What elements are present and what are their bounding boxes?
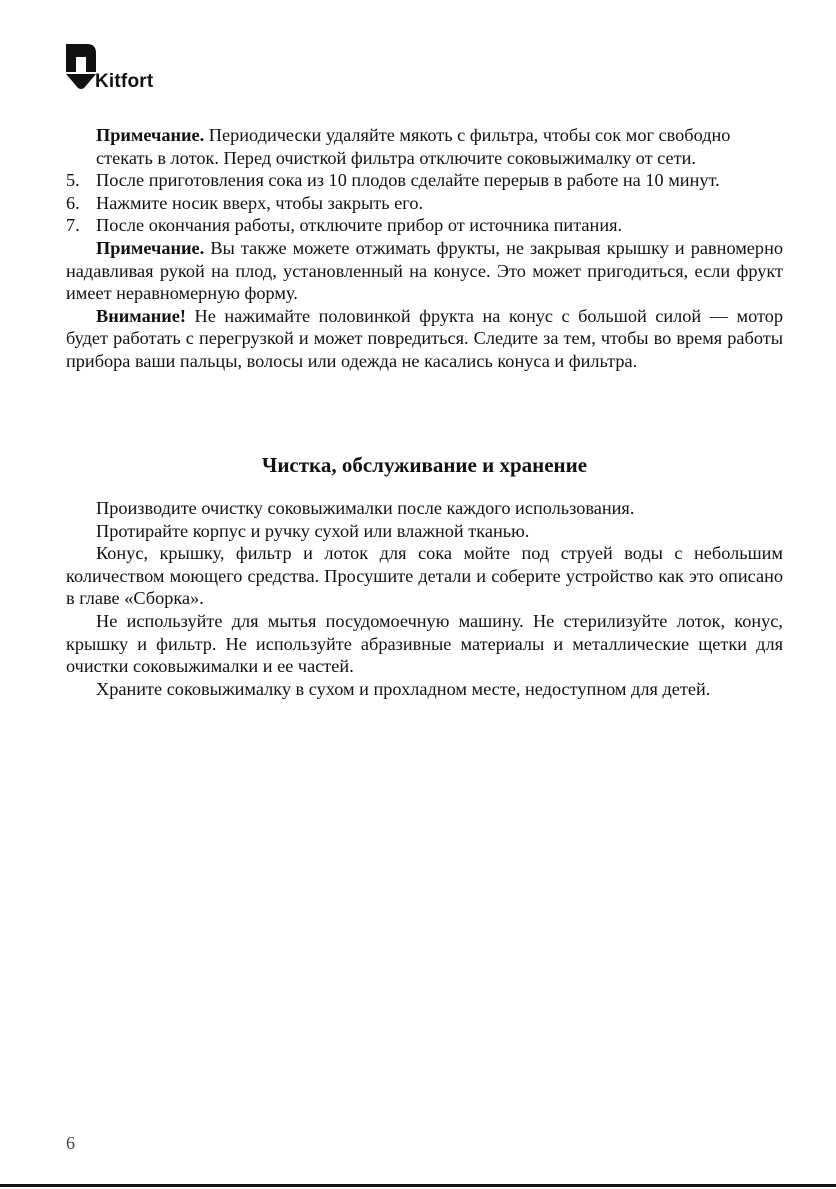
list-item-text: Нажмите носик вверх, чтобы закрыть его. [96, 192, 424, 213]
note-paragraph [66, 237, 783, 305]
list-item [66, 192, 783, 215]
body-paragraph: Конус, крышку, фильтр и лоток для сока мойте под струей воды с небольшим количеством моющего средства. Просушите детали и соберите устройство как это описано в главе «Сборка». [66, 543, 783, 609]
list-item-number: 5. [66, 170, 80, 191]
body-paragraph: Храните соковыжималку в сухом и прохладном месте, недоступном для детей. [96, 678, 711, 699]
brand-name: Kitfort [95, 71, 154, 92]
list-item-text: После окончания работы, отключите прибор от источника питания. [96, 215, 623, 236]
body-paragraph: Производите очистку соковыжималки после каждого использования. [96, 498, 635, 518]
note-paragraph [66, 124, 783, 169]
warning-label: Внимание! [96, 305, 186, 326]
instructions-section [66, 124, 783, 373]
list-item [66, 169, 783, 192]
body-paragraph: Протирайте корпус и ручку сухой или влажной тканью. [96, 520, 530, 541]
list-item-number: 6. [66, 192, 80, 213]
page-number: 6 [66, 1133, 75, 1153]
note-text: Вы также можете отжимать фрукты, не закрывая крышку и равномерно надавливая рукой на плод, установленный на конусе. Это может пригодиться, если фрукт имеет неравномерную форму. [66, 237, 783, 304]
list-item-text: После приготовления сока из 10 плодов сделайте перерыв в работе на 10 минут. [96, 170, 720, 191]
body-paragraph: Не используйте для мытья посудомоечную машину. Не стерилизуйте лоток, конус, крышку и фильтр. Не используйте абразивные материалы и металлические щетки для очистки соковыжималки и ее частей. [66, 610, 783, 677]
warning-text: Не нажимайте половинкой фрукта на конус с большой силой — мотор будет работать с перегрузкой и может повредиться. Следите за тем, чтобы во время работы прибора ваши пальцы, волосы или одежда не касались конуса и фильтра. [66, 305, 783, 371]
note-text: Периодически удаляйте мякоть с фильтра, чтобы сок мог свободно стекать в лоток. Перед очисткой фильтра отключите соковыжималку от сети. [96, 125, 731, 168]
kitfort-logo [66, 44, 186, 94]
kitfort-logo-mark-icon [66, 44, 96, 90]
list-item-number: 7. [66, 215, 80, 236]
cleaning-section [66, 497, 783, 700]
section-title: Чистка, обслуживание и хранение [261, 453, 588, 477]
list-item [66, 214, 783, 237]
bottom-rule [0, 1184, 836, 1187]
note-label: Примечание. [96, 237, 205, 258]
note-label: Примечание. [96, 125, 205, 145]
warning-paragraph [66, 305, 783, 373]
